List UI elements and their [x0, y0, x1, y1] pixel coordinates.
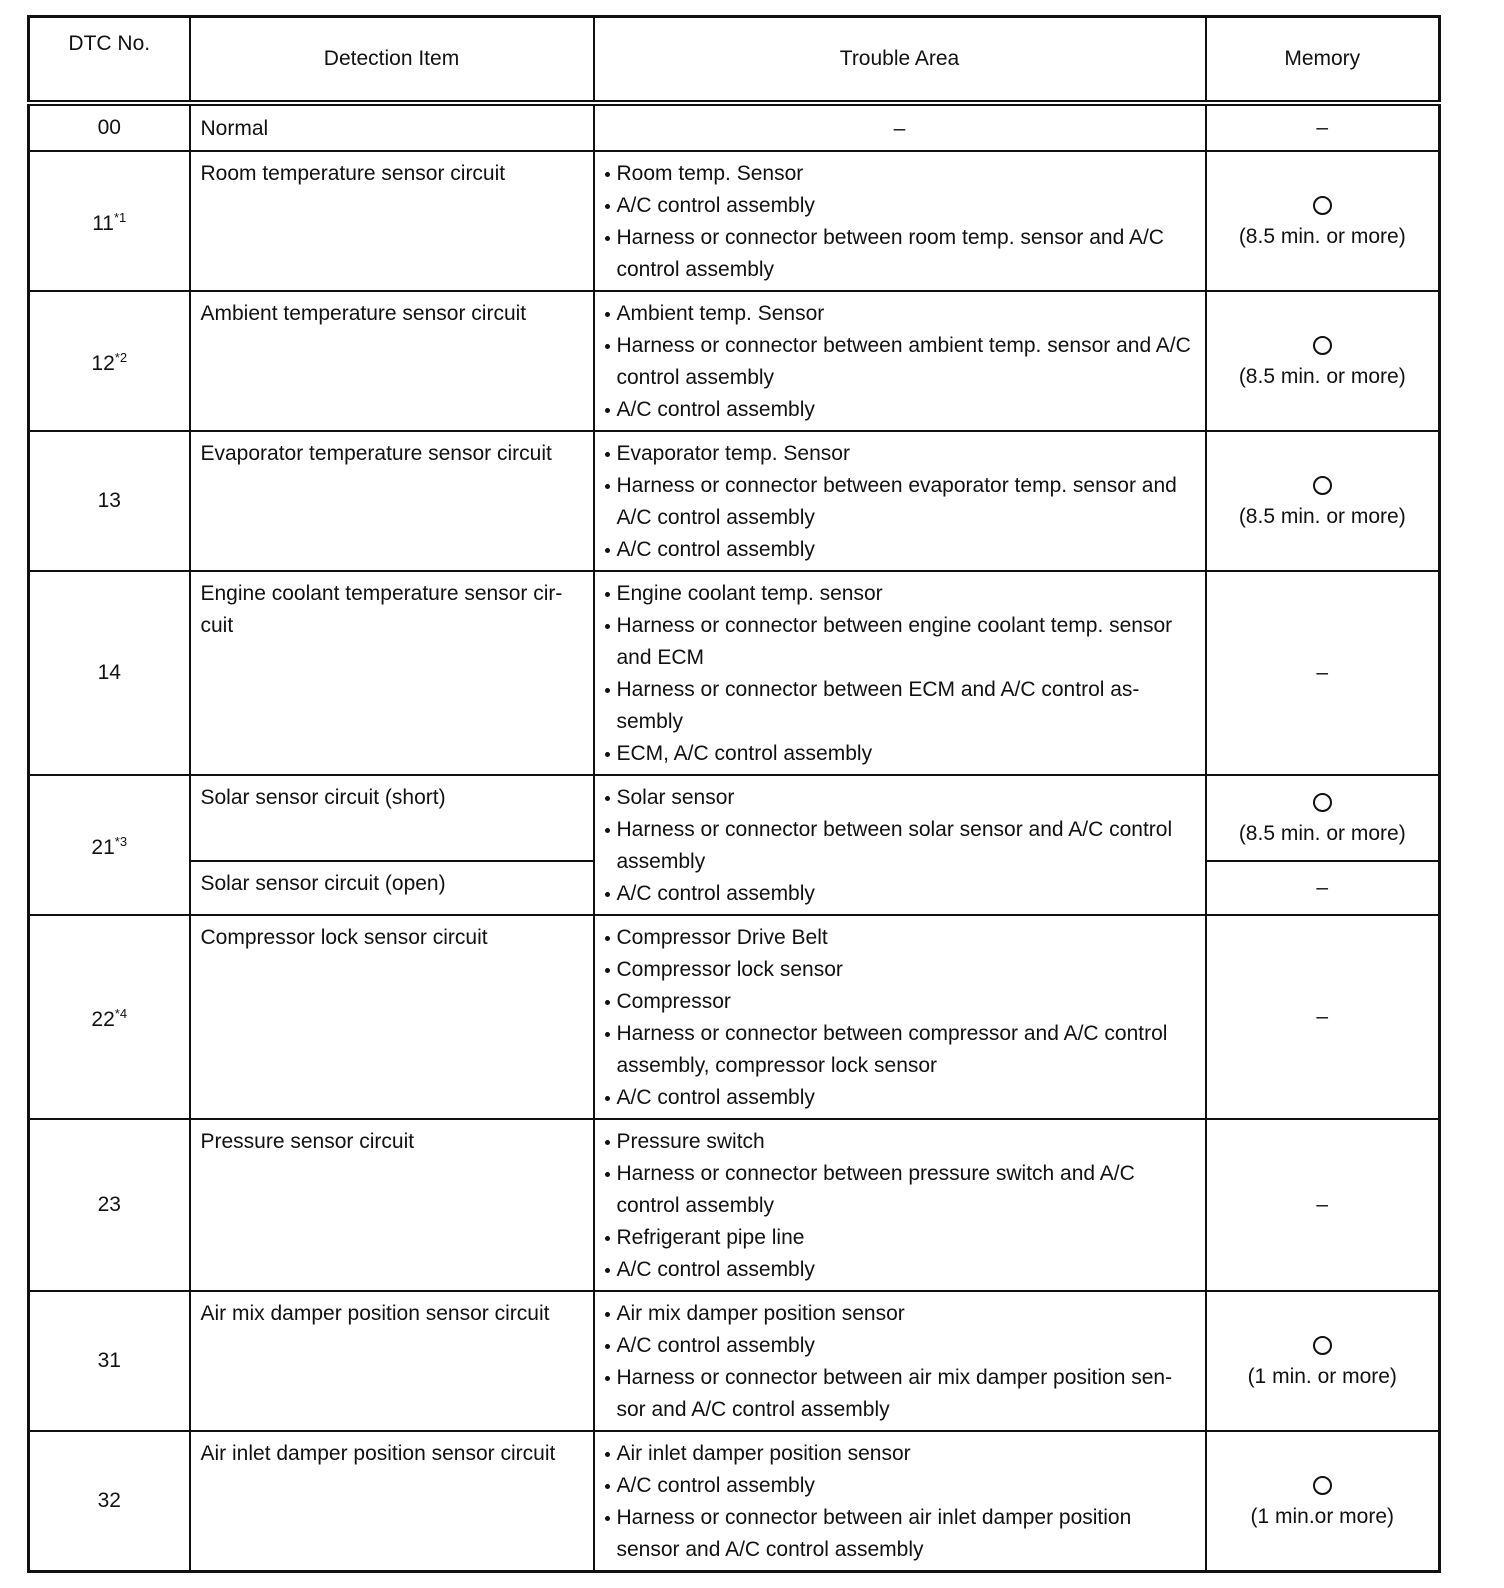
- trouble-area-item: A/C control assembly: [605, 394, 1195, 426]
- trouble-area-item: A/C control assembly: [605, 190, 1195, 222]
- detection-item-cell: Compressor lock sensor circuit: [190, 915, 594, 1119]
- memory-text: –: [1316, 661, 1329, 684]
- dtc-code-cell: [29, 291, 190, 431]
- detection-item-cell: Pressure sensor circuit: [190, 1119, 594, 1291]
- detection-item-cell: Solar sensor circuit (short): [190, 775, 594, 861]
- trouble-area-dash: –: [893, 117, 906, 140]
- trouble-area-cell: [594, 1431, 1206, 1572]
- memory-cell: [1206, 1119, 1440, 1291]
- trouble-area-item: Harness or connector between ambient temp. sensor and A/C control assembly: [605, 330, 1195, 394]
- dtc-code: 22: [91, 1008, 115, 1031]
- detection-item-cell: Room temperature sensor circuit: [190, 151, 594, 291]
- dtc-code-cell: [29, 915, 190, 1119]
- table-row: [29, 431, 1440, 571]
- memory-stored-circle-icon: [1313, 793, 1332, 812]
- memory-text: (1 min. or more): [1247, 1365, 1397, 1388]
- trouble-area-item: ECM, A/C control assembly: [605, 738, 1195, 770]
- memory-cell: [1206, 1291, 1440, 1431]
- dtc-code: 00: [97, 116, 121, 139]
- dtc-code-cell: [29, 103, 190, 151]
- dtc-code-cell: [29, 1431, 190, 1572]
- detection-item-cell: Ambient temperature sensor circuit: [190, 291, 594, 431]
- table-row: [29, 915, 1440, 1119]
- trouble-area-item: Evaporator temp. Sensor: [605, 438, 1195, 470]
- dtc-footnote-ref: *4: [114, 1006, 128, 1021]
- table-row: [29, 571, 1440, 775]
- trouble-area-item: Harness or connector between engine coolant temp. sensor and ECM: [605, 610, 1195, 674]
- dtc-code: 12: [91, 352, 115, 375]
- memory-cell: [1206, 1431, 1440, 1572]
- memory-cell: [1206, 151, 1440, 291]
- trouble-area-item: Compressor: [605, 986, 1195, 1018]
- memory-cell: [1206, 915, 1440, 1119]
- table-body: [29, 103, 1440, 1572]
- dtc-code-cell: [29, 1291, 190, 1431]
- memory-text: –: [1316, 1193, 1329, 1216]
- memory-cell: [1206, 861, 1440, 915]
- trouble-area-cell: [594, 1119, 1206, 1291]
- dtc-footnote-ref: *2: [114, 350, 128, 365]
- memory-text: (8.5 min. or more): [1238, 225, 1406, 248]
- table-row: [29, 775, 1440, 861]
- table-row: [29, 1291, 1440, 1431]
- memory-stored-circle-icon: [1313, 1336, 1332, 1355]
- detection-item-cell: Normal: [190, 103, 594, 151]
- memory-cell: [1206, 291, 1440, 431]
- trouble-area-item: Air inlet damper position sensor: [605, 1438, 1195, 1470]
- memory-stored-circle-icon: [1313, 476, 1332, 495]
- trouble-area-item: Harness or connector between room temp. sensor and A/C control assembly: [605, 222, 1195, 286]
- trouble-area-cell: [594, 151, 1206, 291]
- table-row: [29, 1431, 1440, 1572]
- trouble-area-item: A/C control assembly: [605, 1082, 1195, 1114]
- table-row: [29, 103, 1440, 151]
- dtc-code-cell: [29, 431, 190, 571]
- trouble-area-item: A/C control assembly: [605, 1470, 1195, 1502]
- dtc-code: 31: [97, 1349, 121, 1372]
- trouble-area-item: A/C control assembly: [605, 1254, 1195, 1286]
- memory-cell: [1206, 775, 1440, 861]
- memory-text: (1 min.or more): [1250, 1505, 1395, 1528]
- trouble-area-item: Harness or connector between air mix damper position sen- sor and A/C control assembly: [605, 1362, 1195, 1426]
- memory-cell: [1206, 431, 1440, 571]
- table-row: [29, 1119, 1440, 1291]
- memory-stored-circle-icon: [1313, 336, 1332, 355]
- trouble-area-cell: [594, 1291, 1206, 1431]
- header-trouble-area: Trouble Area: [594, 17, 1206, 104]
- memory-text: –: [1316, 116, 1329, 139]
- trouble-area-item: Refrigerant pipe line: [605, 1222, 1195, 1254]
- trouble-area-item: Compressor lock sensor: [605, 954, 1195, 986]
- dtc-code: 13: [97, 489, 121, 512]
- trouble-area-item: Engine coolant temp. sensor: [605, 578, 1195, 610]
- memory-stored-circle-icon: [1313, 196, 1332, 215]
- dtc-code-cell: [29, 1119, 190, 1291]
- table-row: [29, 291, 1440, 431]
- detection-item-cell: Engine coolant temperature sensor cir- cuit: [190, 571, 594, 775]
- trouble-area-cell: [594, 571, 1206, 775]
- memory-text: –: [1316, 876, 1329, 899]
- dtc-footnote-ref: *3: [114, 834, 128, 849]
- trouble-area-cell: [594, 775, 1206, 915]
- dtc-footnote-ref: *1: [114, 210, 127, 225]
- dtc-code-cell: [29, 775, 190, 915]
- header-memory: Memory: [1206, 17, 1440, 104]
- memory-text: (8.5 min. or more): [1238, 822, 1406, 845]
- dtc-code-cell: [29, 571, 190, 775]
- trouble-area-item: Room temp. Sensor: [605, 158, 1195, 190]
- trouble-area-item: Air mix damper position sensor: [605, 1298, 1195, 1330]
- trouble-area-item: Harness or connector between solar sensor and A/C control assembly: [605, 814, 1195, 878]
- header-dtc-no: DTC No.: [29, 17, 190, 104]
- dtc-table: [27, 15, 1441, 1573]
- trouble-area-item: A/C control assembly: [605, 1330, 1195, 1362]
- trouble-area-item: Pressure switch: [605, 1126, 1195, 1158]
- dtc-code: 32: [97, 1489, 121, 1512]
- trouble-area-cell: [594, 915, 1206, 1119]
- dtc-code: 23: [97, 1193, 121, 1216]
- trouble-area-item: Harness or connector between compressor and A/C control assembly, compressor lock sensor: [605, 1018, 1195, 1082]
- trouble-area-item: Solar sensor: [605, 782, 1195, 814]
- trouble-area-cell: [594, 431, 1206, 571]
- memory-text: (8.5 min. or more): [1238, 505, 1406, 528]
- dtc-code: 11: [92, 212, 114, 235]
- memory-cell: [1206, 571, 1440, 775]
- memory-stored-circle-icon: [1313, 1476, 1332, 1495]
- detection-item-cell: Air mix damper position sensor circuit: [190, 1291, 594, 1431]
- dtc-code: 21: [91, 836, 115, 859]
- trouble-area-item: A/C control assembly: [605, 878, 1195, 910]
- table-row: [29, 151, 1440, 291]
- detection-item-cell: Air inlet damper position sensor circuit: [190, 1431, 594, 1572]
- dtc-code-cell: [29, 151, 190, 291]
- trouble-area-item: Compressor Drive Belt: [605, 922, 1195, 954]
- trouble-area-item: Harness or connector between air inlet damper position sensor and A/C control assembly: [605, 1502, 1195, 1566]
- memory-text: –: [1316, 1005, 1329, 1028]
- header-detection-item: Detection Item: [190, 17, 594, 104]
- trouble-area-item: Harness or connector between pressure switch and A/C control assembly: [605, 1158, 1195, 1222]
- memory-cell: [1206, 103, 1440, 151]
- trouble-area-cell: [594, 291, 1206, 431]
- trouble-area-item: Harness or connector between evaporator temp. sensor and A/C control assembly: [605, 470, 1195, 534]
- detection-item-cell: Solar sensor circuit (open): [190, 861, 594, 915]
- detection-item-cell: Evaporator temperature sensor circuit: [190, 431, 594, 571]
- trouble-area-item: Harness or connector between ECM and A/C control as- sembly: [605, 674, 1195, 738]
- trouble-area-item: A/C control assembly: [605, 534, 1195, 566]
- memory-text: (8.5 min. or more): [1238, 365, 1406, 388]
- header-row: [29, 17, 1440, 104]
- trouble-area-item: Ambient temp. Sensor: [605, 298, 1195, 330]
- trouble-area-cell: [594, 103, 1206, 151]
- dtc-code: 14: [97, 661, 121, 684]
